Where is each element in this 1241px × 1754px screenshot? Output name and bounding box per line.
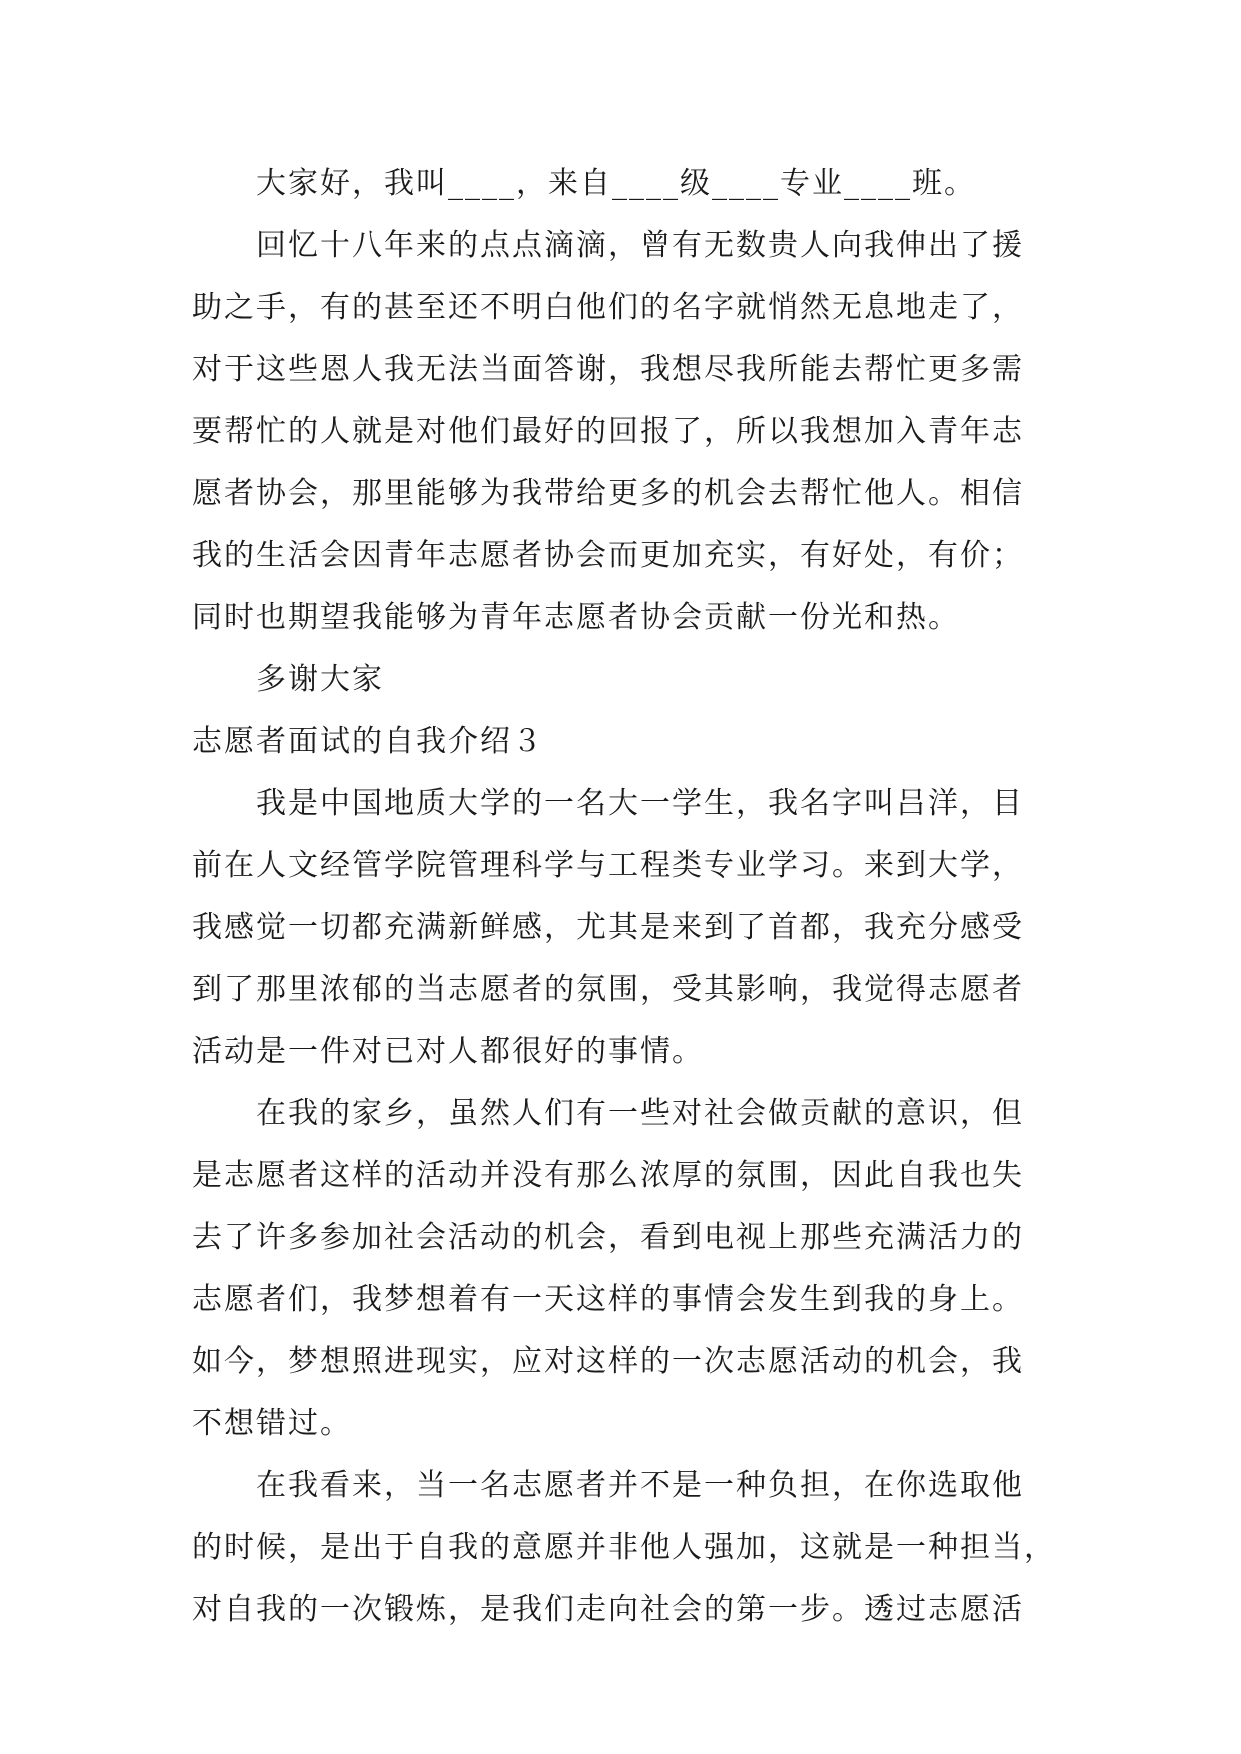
text-line: 的时候，是出于自我的意愿并非他人强加，这就是一种担当， [192, 1530, 1056, 1565]
text-line: 我是中国地质大学的一名大一学生，我名字叫吕洋，目 [256, 786, 1024, 821]
text-line: 在我的家乡，虽然人们有一些对社会做贡献的意识，但 [256, 1096, 1024, 1131]
text-line: 要帮忙的人就是对他们最好的回报了，所以我想加入青年志 [192, 414, 1024, 449]
section-heading: 志愿者面试的自我介绍３ [192, 724, 544, 759]
text-line: 到了那里浓郁的当志愿者的氛围，受其影响，我觉得志愿者 [192, 972, 1024, 1007]
text-line: 对于这些恩人我无法当面答谢，我想尽我所能去帮忙更多需 [192, 352, 1024, 387]
text-line: 回忆十八年来的点点滴滴，曾有无数贵人向我伸出了援 [256, 228, 1024, 263]
text-line: 去了许多参加社会活动的机会，看到电视上那些充满活力的 [192, 1220, 1024, 1255]
text-line: 志愿者们，我梦想着有一天这样的事情会发生到我的身上。 [192, 1282, 1024, 1317]
text-line: 同时也期望我能够为青年志愿者协会贡献一份光和热。 [192, 600, 960, 635]
text-line: 我的生活会因青年志愿者协会而更加充实，有好处，有价； [192, 538, 1024, 573]
text-line: 活动是一件对已对人都很好的事情。 [192, 1034, 704, 1069]
text-line: 助之手，有的甚至还不明白他们的名字就悄然无息地走了， [192, 290, 1024, 325]
text-line: 对自我的一次锻炼，是我们走向社会的第一步。透过志愿活 [192, 1592, 1024, 1627]
text-line: 我感觉一切都充满新鲜感，尤其是来到了首都，我充分感受 [192, 910, 1024, 945]
text-line: 如今，梦想照进现实，应对这样的一次志愿活动的机会，我 [192, 1344, 1024, 1379]
text-line: 在我看来，当一名志愿者并不是一种负担，在你选取他 [256, 1468, 1024, 1503]
text-line: 多谢大家 [256, 662, 384, 697]
text-line: 是志愿者这样的活动并没有那么浓厚的氛围，因此自我也失 [192, 1158, 1024, 1193]
text-line: 愿者协会，那里能够为我带给更多的机会去帮忙他人。相信 [192, 476, 1024, 511]
text-line: 前在人文经管学院管理科学与工程类专业学习。来到大学， [192, 848, 1024, 883]
text-line: 大家好，我叫____，来自____级____专业____班。 [256, 166, 976, 201]
text-line: 不想错过。 [192, 1406, 352, 1441]
